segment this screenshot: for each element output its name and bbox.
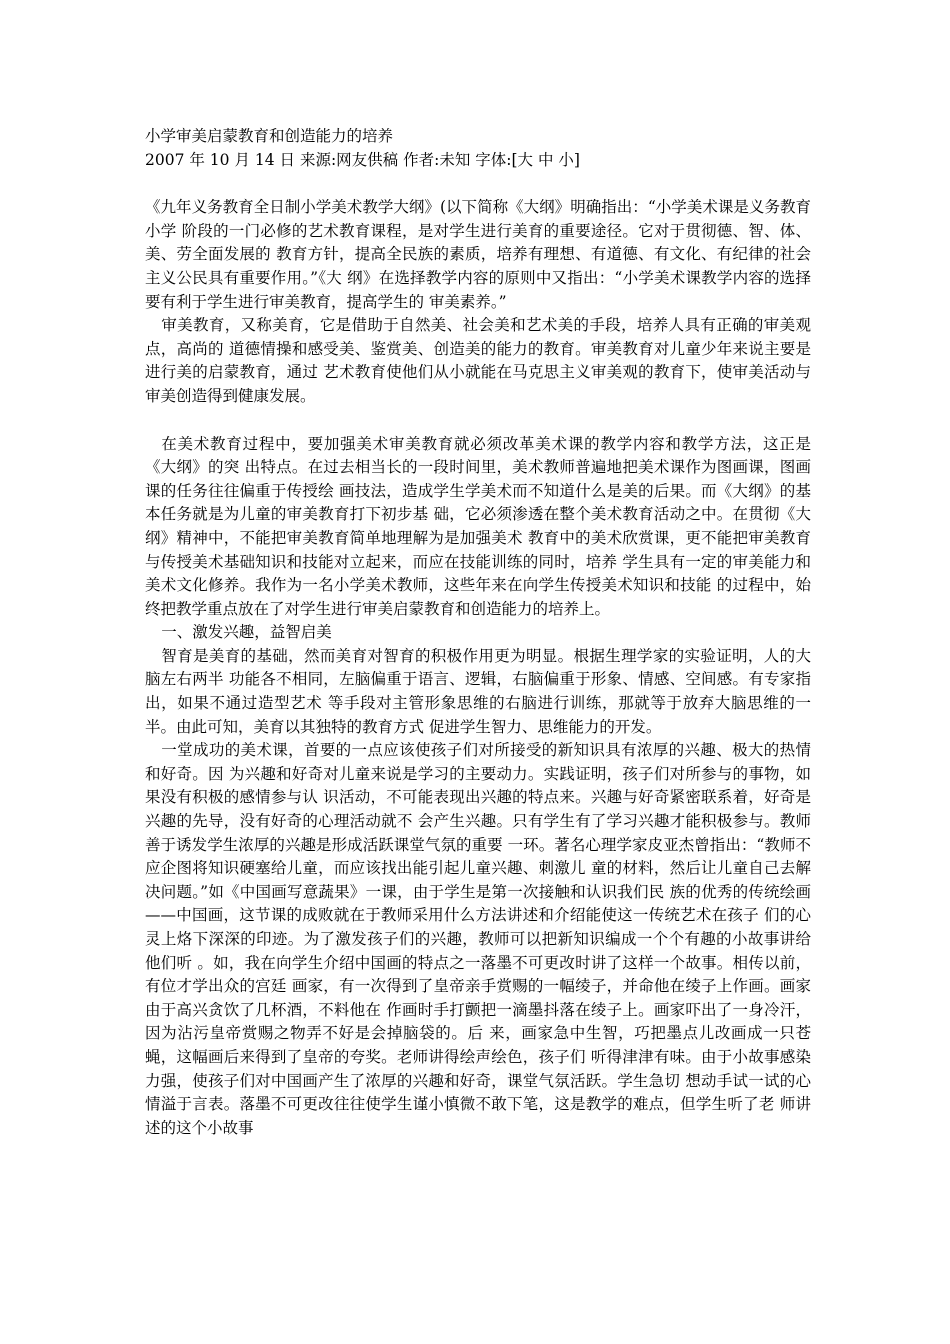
paragraph-3: 在美术教育过程中，要加强美术审美教育就必须改革美术课的教学内容和教学方法，这正是《大纲》的突 出特点。在过去相当长的一段时间里，美术教师普遍地把美术课作为图画课，图画课的任务往往偏重于传授绘 画技法，造成学生学美术而不知道什么是美的后果。而《大纲》的基本任务就是为儿童的审美教育打下初步基 础，它必须渗透在整个美术教育活动之中。在贯彻《大纲》精神中，不能把审美教育简单地理解为是加强美术 教育中的美术欣赏课，更不能把审美教育与传授美术基础知识和技能对立起来，而应在技能训练的同时，培养 学生具有一定的审美能力和美术文化修养。我作为一名小学美术教师，这些年来在向学生传授美术知识和技能 的过程中，始终把教学重点放在了对学生进行审美启蒙教育和创造能力的培养上。 bbox=[145, 434, 811, 618]
document-title: 小学审美启蒙教育和创造能力的培养 bbox=[145, 127, 394, 145]
document-page bbox=[145, 125, 811, 1140]
paragraph-2: 审美教育，又称美育，它是借助于自然美、社会美和艺术美的手段，培养人具有正确的审美观点，高尚的 道德情操和感受美、鉴赏美、创造美的能力的教育。审美教育对儿童少年来说主要是进行美的启蒙教育，通过 艺术教育使他们从小就能在马克思主义审美观的教育下，使审美活动与审美创造得到健康发展。 bbox=[145, 316, 811, 405]
section-heading: 一、激发兴趣，益智启美 bbox=[161, 623, 332, 642]
blank-line bbox=[145, 172, 811, 196]
paragraph-1: 《九年义务教育全日制小学美术教学大纲》(以下简称《大纲》明确指出：“小学美术课是义务教育小学 阶段的一门必修的艺术教育课程，是对学生进行美育的重要途径。它对于贯彻德、智、体、美、劳全面发展的 教育方针，提高全民族的素质，培养有理想、有道德、有文化、有纪律的社会主义公民具有重要作用。”《大 纲》在选择教学内容的原则中又指出：“小学美术课教学内容的选择要有利于学生进行审美教育，提高学生的 审美素养。” bbox=[145, 198, 811, 311]
paragraph-4: 智育是美育的基础，然而美育对智育的积极作用更为明显。根据生理学家的实验证明，人的大脑左右两半 功能各不相同，左脑偏重于语言、逻辑，右脑偏重于形象、情感、空间感。有专家指出，如果不通过造型艺术 等手段对主管形象思维的右脑进行训练，那就等于放弃大脑思维的一半。由此可知，美育以其独特的教育方式 促进学生智力、思维能力的开发。 bbox=[145, 646, 811, 736]
document-meta: 2007 年 10 月 14 日 来源:网友供稿 作者:未知 字体:[大 中 小] bbox=[145, 150, 580, 169]
blank-line bbox=[145, 409, 811, 433]
paragraph-5: 一堂成功的美术课，首要的一点应该使孩子们对所接受的新知识具有浓厚的兴趣、极大的热情和好奇。因 为兴趣和好奇对儿童来说是学习的主要动力。实践证明，孩子们对所参与的事物，如果没有积极的感情参与认 识活动，不可能表现出兴趣的特点来。兴趣与好奇紧密联系着，好奇是兴趣的先导，没有好奇的心理活动就不 会产生兴趣。只有学生有了学习兴趣才能积极参与。教师善于诱发学生浓厚的兴趣是形成活跃课堂气氛的重要 一环。著名心理学家皮亚杰曾指出：“教师不应企图将知识硬塞给儿童，而应该找出能引起儿童兴趣、刺激儿 童的材料，然后让儿童自己去解决问题。”如《中国画写意蔬果》一课，由于学生是第一次接触和认识我们民 族的优秀的传统绘画——中国画，这节课的成败就在于教师采用什么方法讲述和介绍能使这一传统艺术在孩子 们的心灵上烙下深深的印迹。为了激发孩子们的兴趣，教师可以把新知识编成一个个有趣的小故事讲给他们听 。如，我在向学生介绍中国画的特点之一落墨不可更改时讲了这样一个故事。相传以前，有位才学出众的宫廷 画家，有一次得到了皇帝亲手赏赐的一幅绫子，并命他在绫子上作画。画家由于高兴贪饮了几杯酒，不料他在 作画时手打颤把一滴墨抖落在绫子上。画家吓出了一身冷汗，因为沾污皇帝赏赐之物弄不好是会掉脑袋的。后 来，画家急中生智，巧把墨点儿改画成一只苍蝇，这幅画后来得到了皇帝的夸奖。老师讲得绘声绘色，孩子们 听得津津有味。由于小故事感染力强，使孩子们对中国画产生了浓厚的兴趣和好奇，课堂气氛活跃。学生急切 想动手试一试的心情溢于言表。落墨不可更改往往使学生谨小慎微不敢下笔，这是教学的难点，但学生听了老 师讲述的这个小故事 bbox=[145, 741, 811, 1137]
